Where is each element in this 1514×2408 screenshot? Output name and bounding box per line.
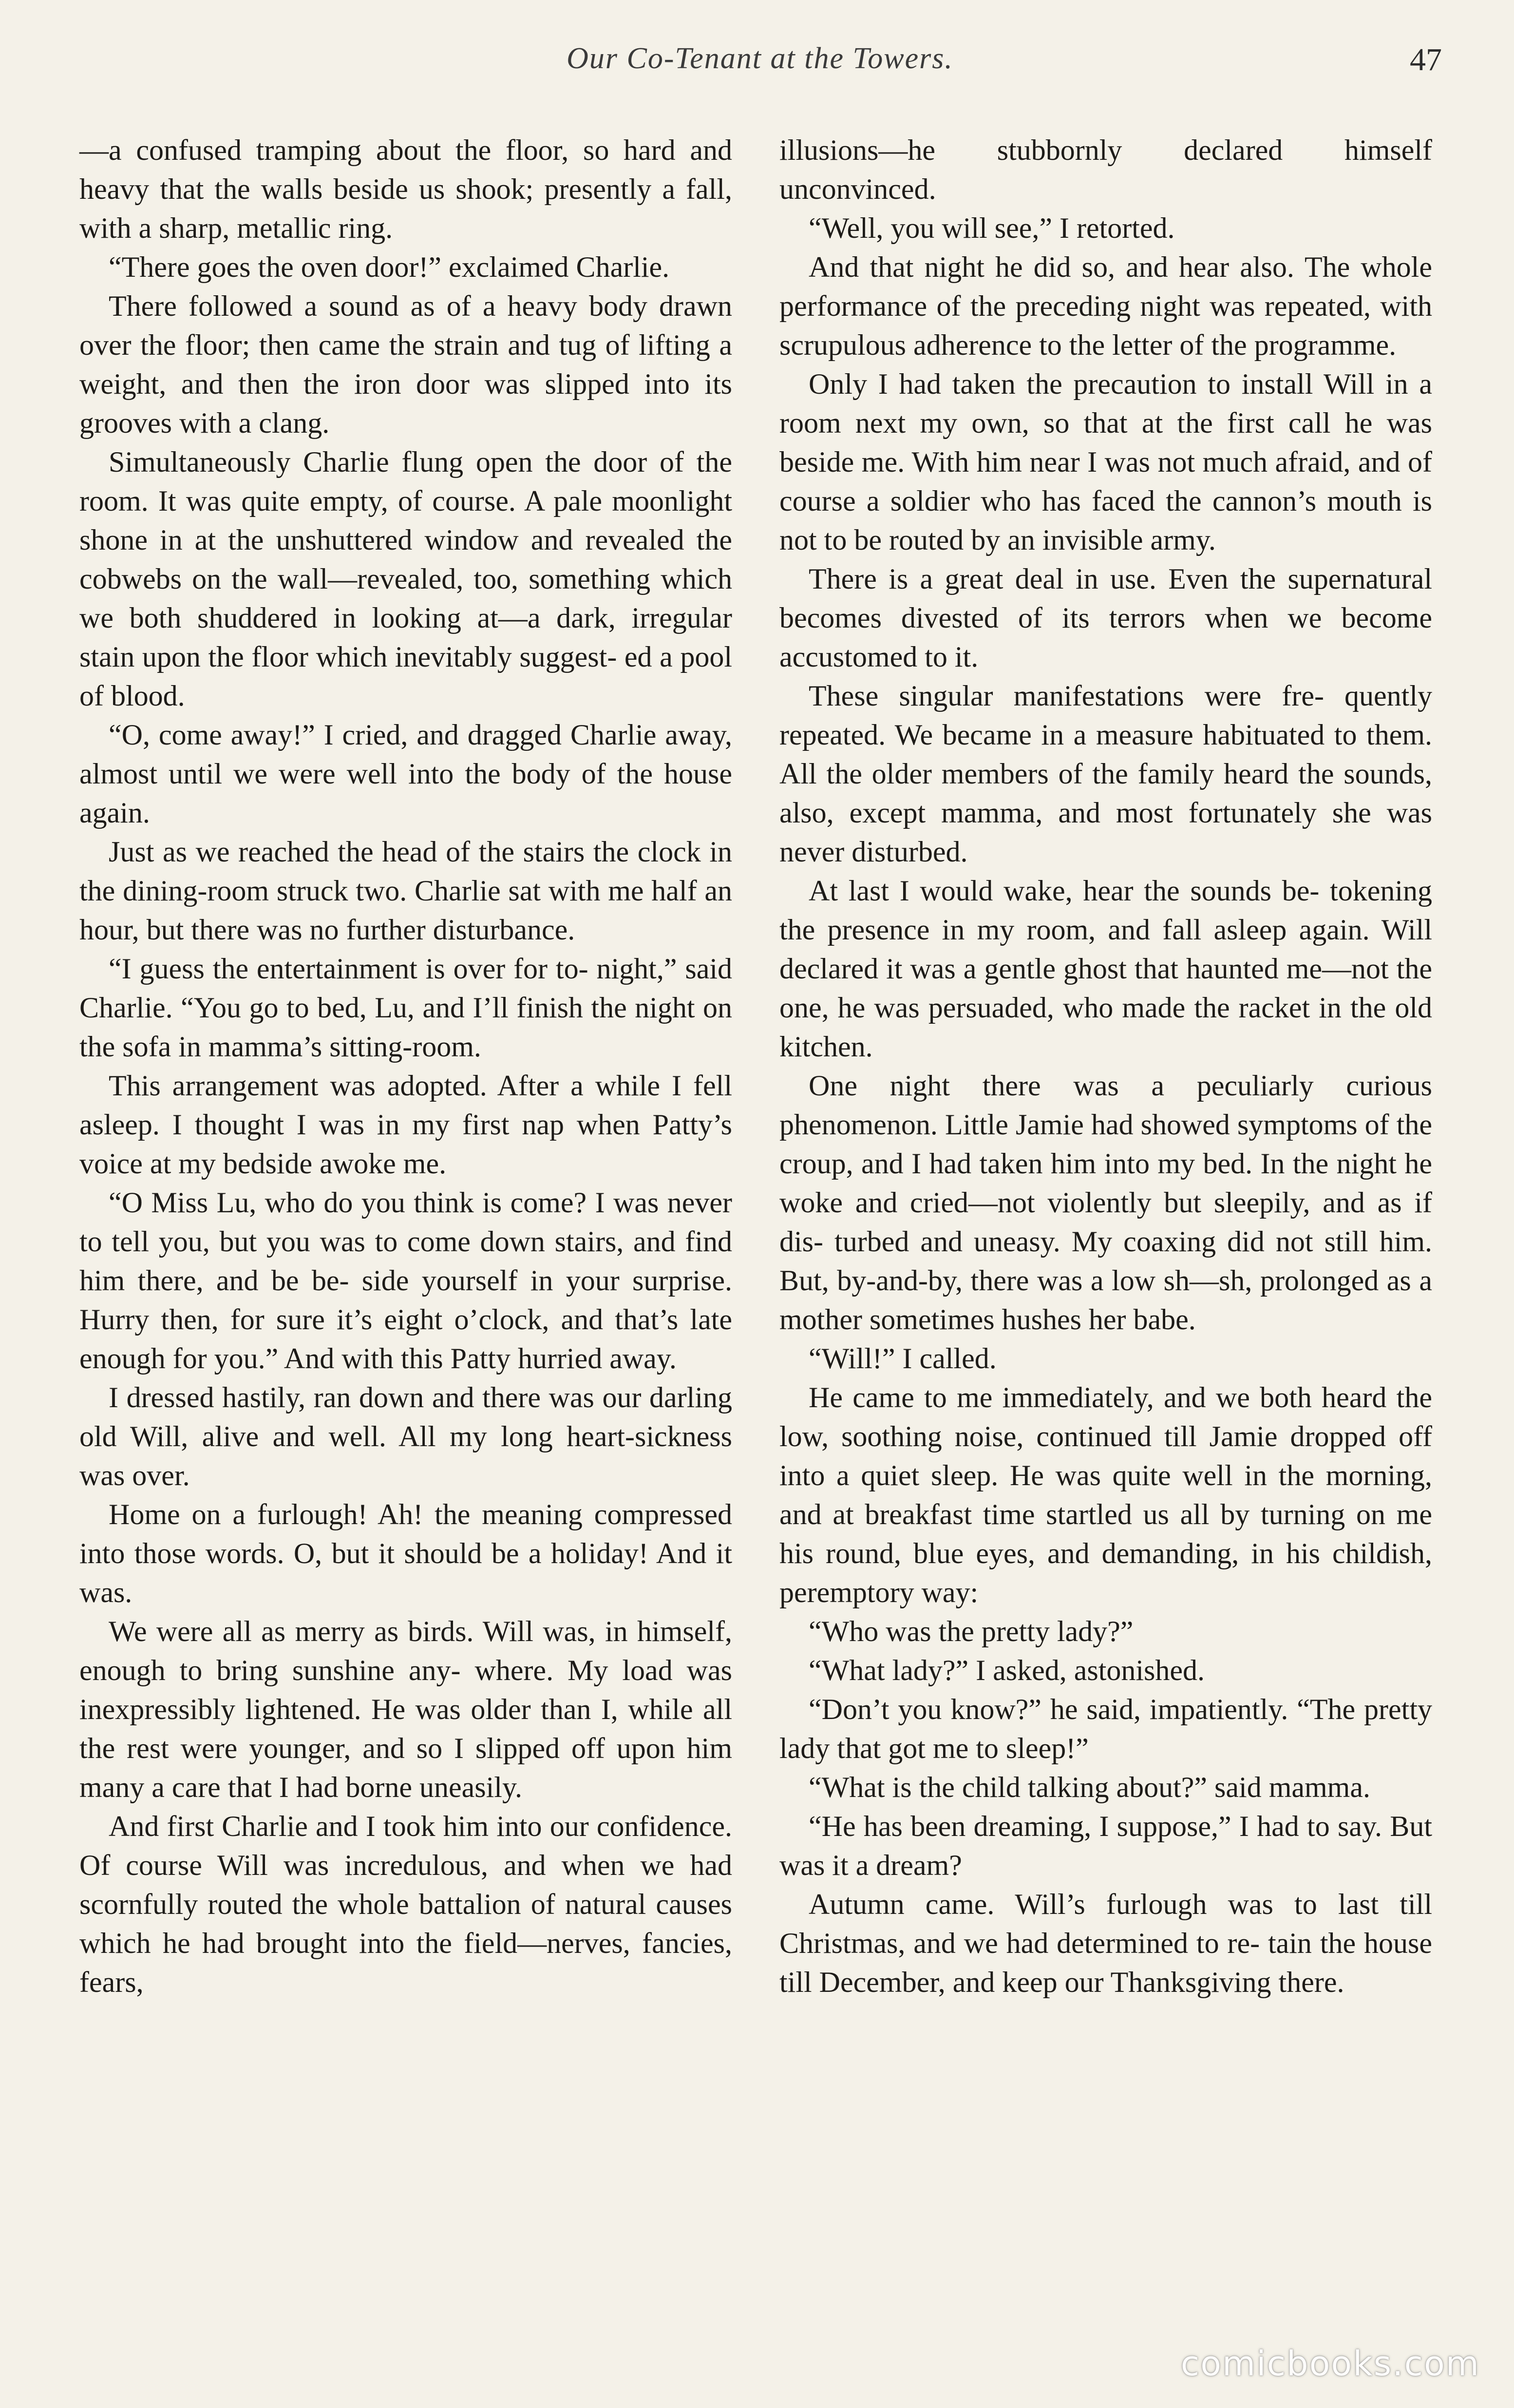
paragraph: At last I would wake, hear the sounds be- tokening the presence in my room, and fall asleep again. Will declared it was a gentle ghost that haunted me—not the one, he was persuaded, who made the racket in the old kitchen. [779, 875, 1432, 1063]
paragraph: “O, come away!” I cried, and dragged Charlie away, almost until we were well into the body of the house again. [79, 719, 732, 829]
paragraph: “Well, you will see,” I retorted. [809, 212, 1175, 244]
paragraph: Just as we reached the head of the stairs the clock in the dining-room struck two. Charlie sat with me half an hour, but there was no further disturbance. [79, 836, 732, 946]
paragraph: One night there was a peculiarly curious phenomenon. Little Jamie had showed symptoms of the croup, and I had taken him into my bed. In the night he woke and cried—not violently but sleepily, and as if dis- turbed and uneasy. My coaxing did not still him. But, by-and-by, there was a low sh—sh, prolonged as a mother sometimes hushes her babe. [779, 1070, 1432, 1336]
page-header [78, 41, 1442, 95]
paragraph: These singular manifestations were fre- quently repeated. We became in a measure habituated to them. All the older members of the family heard the sounds, also, except mamma, and most fortunately she was never disturbed. [779, 680, 1432, 868]
page-number: 47 [1410, 42, 1442, 77]
paragraph: Autumn came. Will’s furlough was to last till Christmas, and we had determined to re- tain the house till December, and keep our Thanksgiving there. [779, 1888, 1432, 1998]
paragraph: We were all as merry as birds. Will was, in himself, enough to bring sunshine any- where. My load was inexpressibly lightened. He was older than I, while all the rest were younger, and so I slipped off upon him many a care that I had borne uneasily. [79, 1615, 732, 1803]
running-title: Our Co-Tenant at the Towers. [567, 42, 953, 75]
paragraph: —a confused tramping about the floor, so hard and heavy that the walls beside us shook; presently a fall, with a sharp, metallic ring. [79, 134, 732, 244]
paragraph: “There goes the oven door!” exclaimed Charlie. [109, 251, 670, 283]
paragraph: illusions—he stubbornly declared himself unconvinced. [779, 134, 1432, 205]
watermark-logo: comicbooks.com [1180, 2344, 1480, 2384]
paragraph: “Who was the pretty lady?” [809, 1615, 1134, 1647]
paragraph: This arrangement was adopted. After a while I fell asleep. I thought I was in my first nap when Patty’s voice at my bedside awoke me. [79, 1070, 732, 1180]
paragraph: There is a great deal in use. Even the supernatural becomes divested of its terrors when we become accustomed to it. [779, 563, 1432, 673]
paragraph: “He has been dreaming, I suppose,” I had to say. But was it a dream? [779, 1810, 1432, 1881]
right-text-column [779, 131, 1432, 2002]
paragraph: “Don’t you know?” he said, impatiently. “The pretty lady that got me to sleep!” [779, 1693, 1432, 1764]
paragraph: I dressed hastily, ran down and there was our darling old Will, alive and well. All my long heart-sickness was over. [79, 1381, 732, 1491]
paragraph: He came to me immediately, and we both heard the low, soothing noise, continued till Jamie dropped off into a quiet sleep. He was quite well in the morning, and at breakfast time startled us all by turning on me his round, blue eyes, and demanding, in his childish, peremptory way: [779, 1381, 1432, 1608]
left-text-column [79, 131, 732, 2002]
paragraph: “O Miss Lu, who do you think is come? I was never to tell you, but you was to come down stairs, and find him there, and be be- side yourself in your surprise. Hurry then, for sure it’s eight o’clock, and that’s late enough for you.” And with this Patty hurried away. [79, 1186, 732, 1375]
paragraph: “What is the child talking about?” said mamma. [809, 1771, 1370, 1803]
paragraph: Only I had taken the precaution to install Will in a room next my own, so that at the first call he was beside me. With him near I was not much afraid, and of course a soldier who has faced the cannon’s mouth is not to be routed by an invisible army. [779, 368, 1432, 556]
paragraph: Home on a furlough! Ah! the meaning compressed into those words. O, but it should be a holiday! And it was. [79, 1498, 732, 1608]
paragraph: And that night he did so, and hear also. The whole performance of the preceding night was repeated, with scrupulous adherence to the letter of the programme. [779, 251, 1432, 361]
paragraph: “Will!” I called. [809, 1342, 997, 1375]
paragraph: “What lady?” I asked, astonished. [809, 1654, 1205, 1686]
paragraph: And first Charlie and I took him into our confidence. Of course Will was incredulous, and when we had scornfully routed the whole battalion of natural causes which he had brought into the field—nerves, fancies, fears, [79, 1810, 732, 1998]
paragraph: There followed a sound as of a heavy body drawn over the floor; then came the strain and tug of lifting a weight, and then the iron door was slipped into its grooves with a clang. [79, 290, 732, 439]
paragraph: “I guess the entertainment is over for to- night,” said Charlie. “You go to bed, Lu, and I’ll finish the night on the sofa in mamma’s sitting-room. [79, 953, 732, 1063]
paragraph: Simultaneously Charlie flung open the door of the room. It was quite empty, of course. A pale moonlight shone in at the unshuttered window and revealed the cobwebs on the wall—revealed, too, something which we both shuddered in looking at—a dark, irregular stain upon the floor which inevitably suggest- ed a pool of blood. [79, 446, 732, 712]
